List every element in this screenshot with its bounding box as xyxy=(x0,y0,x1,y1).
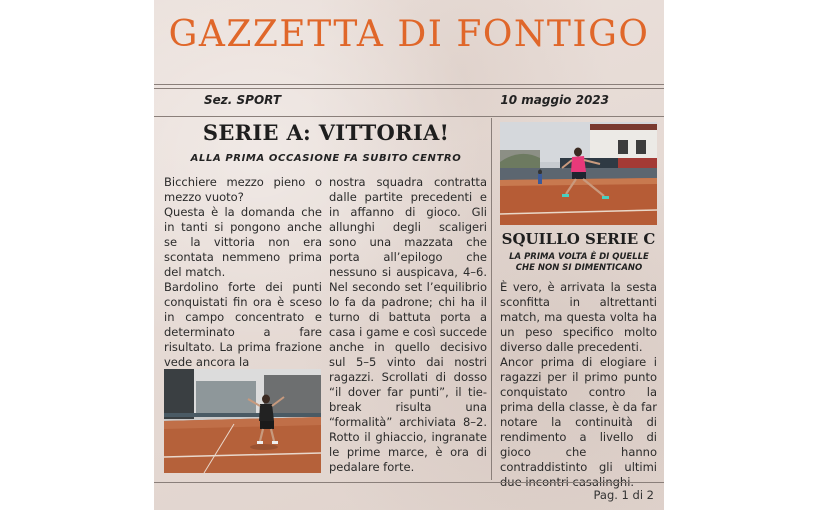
bar-bottom-rule xyxy=(154,116,664,117)
issue-date: 10 maggio 2023 xyxy=(500,93,609,107)
tennis-player-photo xyxy=(164,369,321,473)
article-paragraph: Ancor prima di elogiare i ragazzi per il primo punto conquistato contro la prima della classe, è da far notare la continuità di rendimento a livello di gioco che hanno contraddistinto gli ultimi due incontri casalinghi. xyxy=(500,355,657,489)
article-paragraph: Questa è la domanda che in tanti si pongono anche se la vittoria non era scontata nemmeno prima del match. xyxy=(164,205,322,279)
main-subhead: ALLA PRIMA OCCASIONE FA SUBITO CENTRO xyxy=(190,153,462,164)
top-rule xyxy=(154,84,664,85)
main-article-column-1 xyxy=(164,175,322,369)
side-subhead: LA PRIMA VOLTA È DI QUELLE CHE NON SI DIMENTICANO xyxy=(509,252,649,273)
newspaper-page xyxy=(154,0,664,510)
side-headline: SQUILLO SERIE C xyxy=(501,230,656,248)
masthead-title: GAZZETTA DI FONTIGO xyxy=(168,14,650,55)
article-paragraph: Bardolino forte dei punti conquistati fin ora è sceso in campo concentrato e determinato a fare risultato. La prima frazione vede ancora la xyxy=(164,280,322,369)
young-player-photo xyxy=(500,122,657,225)
main-article-column-2 xyxy=(329,175,487,480)
article-paragraph: nostra squadra contratta dalle partite precedenti e in affanno di gioco. Gli allunghi degli scaligeri sono una mazzata che porta all’epilogo che nessuno si auspicava, 4–6. Nel secondo set l’equilibrio lo fa da padrone; chi ha il turno di battuta porta a casa i game e così succede anche in quello decisivo sul 5–5 vinto dai nostri ragazzi. Scrollati di dosso “il dover far punti”, il tie-break risulta una “formalità” archiviata 8–2. Rotto il ghiaccio, ingranate le prime marce, è ora di pedalare forte. xyxy=(329,175,487,474)
page-number: Pag. 1 di 2 xyxy=(593,488,654,502)
column-divider xyxy=(491,118,492,480)
article-paragraph: Bicchiere mezzo pieno o mezzo vuoto? xyxy=(164,175,322,204)
top-rule-thin xyxy=(154,88,664,89)
side-article-body xyxy=(500,280,657,489)
bottom-rule xyxy=(154,482,664,483)
section-label: Sez. SPORT xyxy=(204,93,282,107)
main-headline: SERIE A: VITTORIA! xyxy=(202,120,450,145)
article-paragraph: È vero, è arrivata la sesta sconfitta in altrettanti match, ma questa volta ha un peso specifico molto diverso dalle precedenti. xyxy=(500,280,657,354)
